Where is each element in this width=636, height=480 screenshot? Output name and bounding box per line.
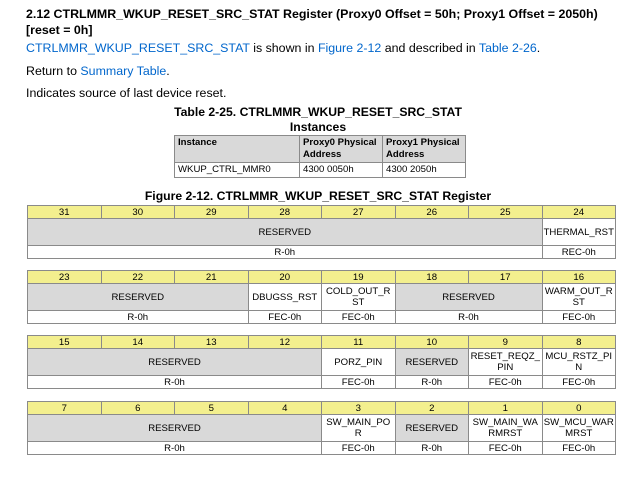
figure-link[interactable]: Figure 2-12	[317, 41, 382, 55]
bit-number: 23	[28, 271, 102, 284]
reserved-field: RESERVED	[395, 284, 542, 311]
bit-number: 29	[175, 206, 249, 219]
field-name-row	[28, 219, 616, 246]
field-access-row	[28, 376, 616, 389]
bit-number: 27	[322, 206, 396, 219]
bit-number: 9	[469, 336, 543, 349]
bit-number: 26	[395, 206, 469, 219]
register-name-link[interactable]: CTRLMMR_WKUP_RESET_SRC_STAT	[26, 41, 250, 55]
field-name: COLD_OUT_RST	[322, 284, 396, 311]
register-row-table	[27, 270, 616, 324]
reserved-field: RESERVED	[395, 415, 469, 442]
instance-cell: WKUP_CTRL_MMR0	[175, 163, 300, 178]
field-name: MCU_RSTZ_PIN	[542, 349, 616, 376]
intro-paragraph	[26, 40, 540, 56]
bit-number: 30	[101, 206, 175, 219]
reserved-field: RESERVED	[28, 349, 322, 376]
field-access-row	[28, 311, 616, 324]
proxy1-address-cell: 4300 2050h	[383, 163, 466, 178]
bit-number: 11	[322, 336, 396, 349]
bit-number: 16	[542, 271, 616, 284]
return-end: .	[166, 64, 170, 78]
field-access: REC-0h	[542, 246, 616, 259]
field-access: R-0h	[28, 246, 543, 259]
reserved-field: RESERVED	[395, 349, 469, 376]
bit-number: 25	[469, 206, 543, 219]
bit-number: 24	[542, 206, 616, 219]
bit-number: 0	[542, 402, 616, 415]
bit-number: 21	[175, 271, 249, 284]
intro-text-1: is shown in	[249, 41, 318, 55]
field-access: FEC-0h	[542, 376, 616, 389]
bit-number: 20	[248, 271, 322, 284]
bit-number: 12	[248, 336, 322, 349]
field-name: THERMAL_RST	[542, 219, 616, 246]
bit-number: 17	[469, 271, 543, 284]
field-access: R-0h	[28, 442, 322, 455]
field-access: R-0h	[395, 442, 469, 455]
register-row-table	[27, 205, 616, 259]
bit-number: 22	[101, 271, 175, 284]
field-name-row	[28, 415, 616, 442]
bit-number: 18	[395, 271, 469, 284]
bit-number-row	[28, 336, 616, 349]
instances-table-caption	[0, 105, 636, 135]
bit-number-row	[28, 271, 616, 284]
instances-caption-line-1: Table 2-25. CTRLMMR_WKUP_RESET_SRC_STAT	[174, 105, 462, 119]
bit-number-row	[28, 402, 616, 415]
intro-text-2: and described in	[381, 41, 479, 55]
table-row	[175, 163, 466, 178]
field-access: FEC-0h	[469, 442, 543, 455]
field-name: DBUGSS_RST	[248, 284, 322, 311]
field-access: FEC-0h	[542, 311, 616, 324]
bit-number: 28	[248, 206, 322, 219]
field-access: FEC-0h	[322, 311, 396, 324]
field-name: SW_MAIN_POR	[322, 415, 396, 442]
bit-number: 31	[28, 206, 102, 219]
header-proxy0-address: Proxy0 Physical Address	[300, 136, 383, 163]
reserved-field: RESERVED	[28, 415, 322, 442]
bit-number: 3	[322, 402, 396, 415]
table-link[interactable]: Table 2-26	[478, 41, 537, 55]
bit-number: 14	[101, 336, 175, 349]
field-access: R-0h	[28, 376, 322, 389]
bit-number-row	[28, 206, 616, 219]
instances-caption-line-2: Instances	[289, 120, 347, 134]
figure-caption: Figure 2-12. CTRLMMR_WKUP_RESET_SRC_STAT Register	[144, 189, 492, 203]
field-access: FEC-0h	[322, 442, 396, 455]
field-access: R-0h	[28, 311, 249, 324]
header-instance: Instance	[175, 136, 300, 163]
bit-number: 2	[395, 402, 469, 415]
field-access: FEC-0h	[322, 376, 396, 389]
header-proxy1-address: Proxy1 Physical Address	[383, 136, 466, 163]
field-access-row	[28, 246, 616, 259]
field-access: FEC-0h	[248, 311, 322, 324]
bit-number: 15	[28, 336, 102, 349]
instances-table	[174, 135, 466, 178]
proxy0-address-cell: 4300 0050h	[300, 163, 383, 178]
reserved-field: RESERVED	[28, 219, 543, 246]
summary-table-link[interactable]: Summary Table	[80, 64, 167, 78]
bit-number: 6	[101, 402, 175, 415]
field-name: PORZ_PIN	[322, 349, 396, 376]
reserved-field: RESERVED	[28, 284, 249, 311]
bit-number: 1	[469, 402, 543, 415]
field-name: RESET_REQZ_PIN	[469, 349, 543, 376]
field-name: SW_MAIN_WARMRST	[469, 415, 543, 442]
bit-number: 8	[542, 336, 616, 349]
field-access: R-0h	[395, 311, 542, 324]
field-access-row	[28, 442, 616, 455]
bit-number: 13	[175, 336, 249, 349]
register-row-table	[27, 335, 616, 389]
field-name-row	[28, 349, 616, 376]
field-access: FEC-0h	[469, 376, 543, 389]
field-name-row	[28, 284, 616, 311]
return-paragraph	[26, 63, 170, 79]
return-text: Return to	[26, 64, 81, 78]
field-name: WARM_OUT_RST	[542, 284, 616, 311]
bit-number: 7	[28, 402, 102, 415]
register-row-table	[27, 401, 616, 455]
bit-number: 5	[175, 402, 249, 415]
field-access: R-0h	[395, 376, 469, 389]
bit-number: 4	[248, 402, 322, 415]
intro-text-3: .	[536, 41, 541, 55]
field-name: SW_MCU_WARMRST	[542, 415, 616, 442]
description-paragraph: Indicates source of last device reset.	[26, 86, 227, 100]
bit-number: 10	[395, 336, 469, 349]
field-access: FEC-0h	[542, 442, 616, 455]
section-heading: 2.12 CTRLMMR_WKUP_RESET_SRC_STAT Register (Proxy0 Offset = 50h; Proxy1 Offset = 2050h) [reset = 0h]	[26, 7, 598, 37]
bit-number: 19	[322, 271, 396, 284]
